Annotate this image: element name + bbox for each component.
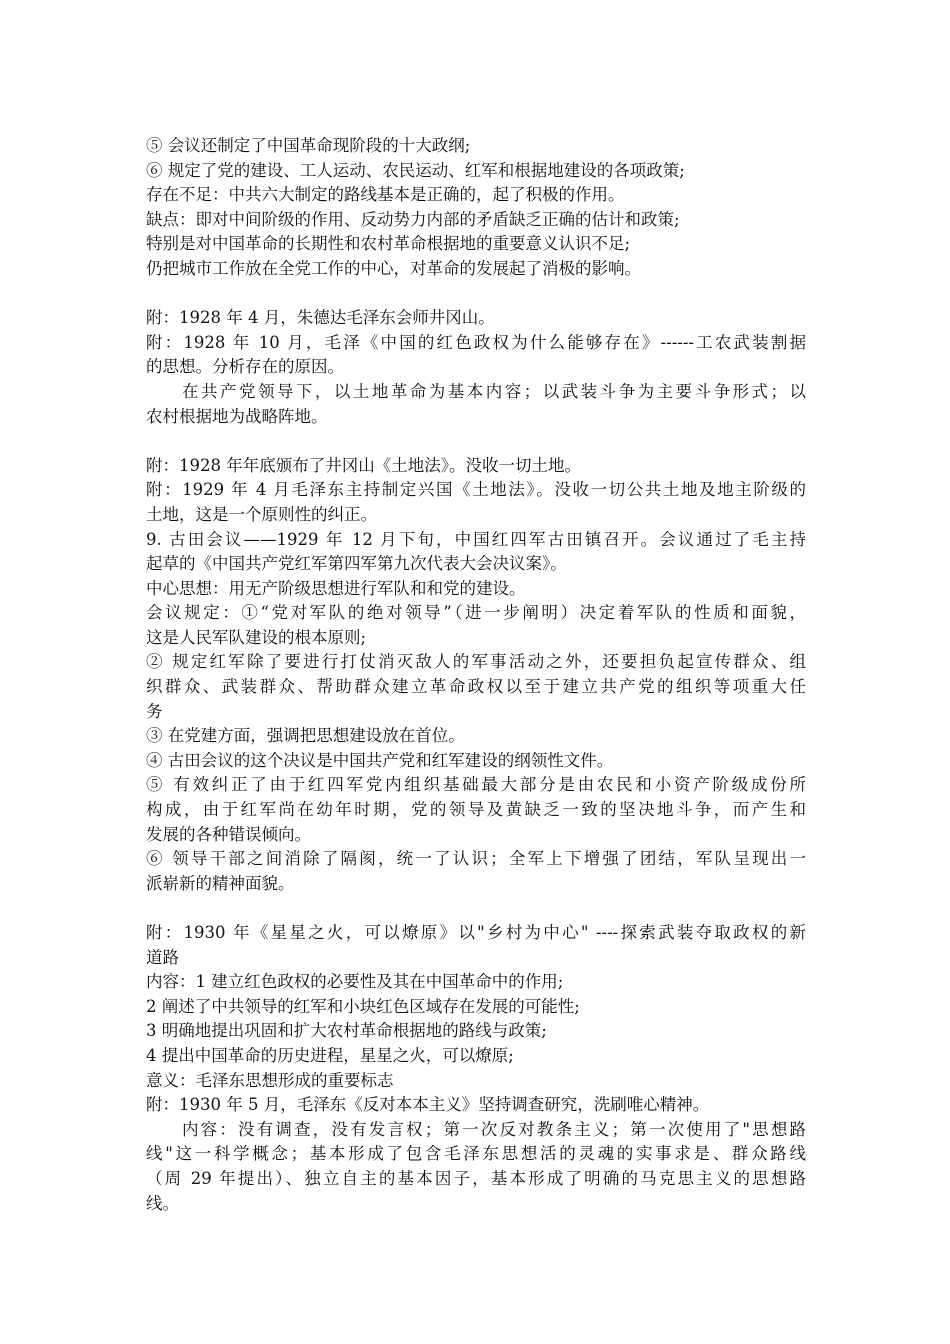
text-line: 缺点：即对中间阶级的作用、反动势力内部的矛盾缺乏正确的估计和政策; [146, 209, 680, 229]
text-line: 附：1928 年年底颁布了井冈山《土地法》。没收一切土地。 [146, 455, 581, 475]
text-line: 中心思想：用无产阶级思想进行军队和和党的建设。 [146, 578, 526, 598]
text-line: 会议规定：①“党对军队的绝对领导”（进一步阐明）决定着军队的性质和面貌， [146, 603, 806, 623]
text-line: 仍把城市工作放在全党工作的中心，对革命的发展起了消极的影响。 [146, 258, 641, 278]
text-line: 3 明确地提出巩固和扩大农村革命根据地的路线与政策; [146, 1021, 547, 1041]
blank-line [146, 429, 806, 454]
text-line: 农村根据地为战略阵地。 [146, 406, 328, 426]
text-line: 这是人民军队建设的根本原则; [146, 627, 367, 647]
blank-line [146, 896, 806, 921]
text-line: 线。 [146, 1193, 179, 1213]
text-line: ⑤ 有效纠正了由于红四军党内组织基础最大部分是由农民和小资产阶级成份所 [146, 775, 806, 795]
text-line: 发展的各种错误倾向。 [146, 824, 311, 844]
text-line: 线"这一科学概念；基本形成了包含毛泽东思想活的灵魂的实事求是、群众路线 [146, 1144, 806, 1164]
text-line: 内容：1 建立红色政权的必要性及其在中国革命中的作用; [146, 972, 564, 992]
text-line: 的思想。分析存在的原因。 [146, 357, 344, 377]
text-line: 4 提出中国革命的历史进程，星星之火，可以燎原; [146, 1045, 514, 1065]
text-line: ② 规定红军除了要进行打仗消灭敌人的军事活动之外，还要担负起宣传群众、组 [146, 652, 806, 672]
text-line: 派崭新的精神面貌。 [146, 873, 295, 893]
blank-line [146, 282, 806, 307]
text-line: 意义：毛泽东思想形成的重要标志 [146, 1070, 394, 1090]
text-line: 务 [146, 701, 163, 721]
text-line: 2 阐述了中共领导的红军和小块红色区域存在发展的可能性; [146, 996, 580, 1016]
text-line: 道路 [146, 947, 179, 967]
text-line: ⑥ 规定了党的建设、工人运动、农民运动、红军和根据地建设的各项政策; [146, 160, 685, 180]
text-line: ③ 在党建方面，强调把思想建设放在首位。 [146, 726, 465, 746]
text-line: ⑥ 领导干部之间消除了隔阂，统一了认识；全军上下增强了团结，军队呈现出一 [146, 849, 806, 869]
text-line: 构成，由于红军尚在幼年时期，党的领导及黄缺乏一致的坚决地斗争，而产生和 [146, 800, 806, 820]
text-line: ⑤ 会议还制定了中国革命现阶段的十大政纲; [146, 136, 471, 155]
text-line: 附：1930 年《星星之火，可以燎原》以"乡村为中心" ----探索武装夺取政权的新 [146, 923, 806, 942]
text-line: 内容：没有调查，没有发言权；第一次反对教条主义；第一次使用了"思想路 [182, 1119, 806, 1139]
text-line: 织群众、武装群众、帮助群众建立革命政权以至于建立共产党的组织等项重大任 [146, 677, 806, 697]
text-line: ④ 古田会议的这个决议是中国共产党和红军建设的纲领性文件。 [146, 750, 614, 770]
text-line: 在共产党领导下，以土地革命为基本内容；以武装斗争为主要斗争形式；以 [182, 381, 806, 401]
text-line: 起草的《中国共产党红军第四军第九次代表大会决议案》。 [146, 554, 567, 574]
text-line: 存在不足：中共六大制定的路线基本是正确的，起了积极的作用。 [146, 185, 625, 205]
text-line: 9. 古田会议——1929 年 12 月下旬，中国红四军古田镇召开。会议通过了毛主持 [146, 529, 806, 549]
document-body [146, 134, 806, 1216]
text-line: （周 29 年提出）、独立自主的基本因子，基本形成了明确的马克思主义的思想路 [146, 1168, 806, 1188]
text-line: 附：1928 年 10 月，毛泽《中国的红色政权为什么能够存在》------工农武装割据 [146, 332, 806, 352]
text-line: 附：1928 年 4 月，朱德达毛泽东会师井冈山。 [146, 308, 495, 328]
text-line: 特别是对中国革命的长期性和农村革命根据地的重要意义认识不足; [146, 234, 631, 254]
text-line: 土地，这是一个原则性的纠正。 [146, 504, 377, 524]
text-line: 附：1929 年 4 月毛泽东主持制定兴国《土地法》。没收一切公共土地及地主阶级的 [146, 480, 806, 500]
text-line: 附：1930 年 5 月，毛泽东《反对本本主义》坚持调查研究，洗刷唯心精神。 [146, 1095, 710, 1115]
